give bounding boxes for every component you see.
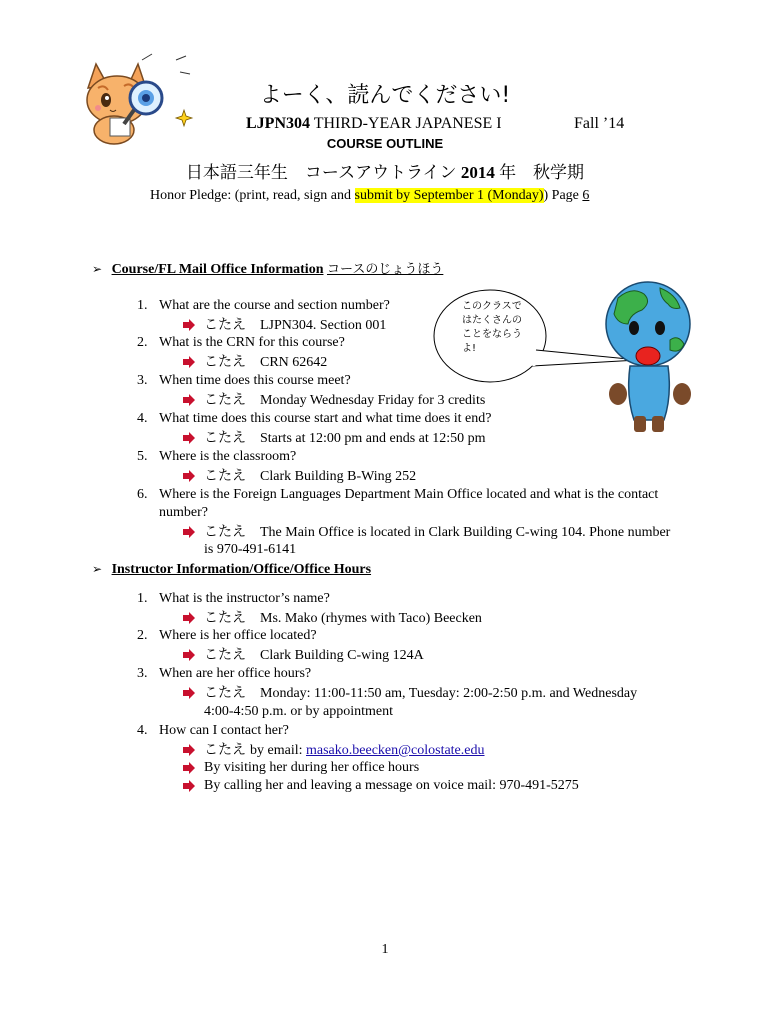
section-heading-instructor-info [92,560,371,579]
speech-line: はたくさんの [462,315,522,326]
question-text: Where is her office located? [159,628,317,643]
answer-text: By calling her and leaving a message on voice mail: 970-491-5275 [204,778,579,793]
course-outline-label: COURSE OUTLINE [326,136,444,151]
page-number: 1 [381,942,389,957]
answer-text: Monday Wednesday Friday for 3 credits [260,393,486,408]
question-number: 3. [137,373,148,388]
red-arrow-icon [182,393,196,407]
answer-text: by email: [250,743,306,758]
question-text-continued: number? [159,505,208,520]
question-number: 1. [137,298,148,313]
question-text: What time does this course start and what time does it end? [159,411,492,426]
answer-text-continued: is 970-491-6141 [204,542,297,557]
course-name: THIRD-YEAR JAPANESE I [313,115,502,132]
red-arrow-icon [182,743,196,757]
outline-jp-text: 日本語三年生 コースアウトライン [185,163,457,183]
answer-prefix: こたえ [204,317,246,333]
speech-bubble-text [462,300,522,356]
answer-text: By visiting her during her office hours [204,760,420,775]
honor-pledge-suffix: ) Page [543,188,583,203]
answer-text: The Main Office is located in Clark Building C-wing 104. Phone number [260,525,671,540]
honor-pledge-deadline: submit by September 1 (Monday) [354,188,544,203]
question-text: Where is the Foreign Languages Department Main Office located and what is the contact [159,487,659,502]
red-arrow-icon [182,686,196,700]
answer-text: Starts at 12:00 pm and ends at 12:50 pm [260,431,486,446]
answer-line [204,684,637,703]
answer-text: LJPN304. Section 001 [260,318,387,333]
red-arrow-icon [182,318,196,332]
red-arrow-icon [182,469,196,483]
answer-text: Ms. Mako (rhymes with Taco) Beecken [260,611,482,626]
answer-line [204,316,386,335]
answer-text: Monday: 11:00-11:50 am, Tuesday: 2:00-2:50 p.m. and Wednesday [260,686,638,701]
question-text: Where is the classroom? [159,449,297,464]
answer-prefix: こたえ [204,610,246,626]
globe-mascot-illustration [590,270,700,440]
answer-line [204,609,482,628]
page-title-jp: よーく、読んでください! [259,83,511,108]
red-arrow-icon [182,779,196,793]
outline-title-jp [0,162,770,184]
course-term: Fall ’14 [574,115,625,132]
question-text: What is the CRN for this course? [159,335,345,350]
answer-line [204,429,486,448]
section-title: Instructor Information/Office/Office Hours [111,562,372,577]
answer-prefix: こたえ [204,430,246,446]
answer-line [204,741,485,760]
question-text: What are the course and section number? [159,298,390,313]
question-number: 6. [137,487,148,502]
answer-prefix: こたえ [204,524,246,540]
question-text: What is the instructor’s name? [159,591,330,606]
question-number: 3. [137,666,148,681]
answer-text: CRN 62642 [260,355,328,370]
question-text: When time does this course meet? [159,373,351,388]
answer-line [204,523,670,542]
section-title-jp: コースのじょうほう [326,262,444,277]
honor-pledge-page: 6 [582,188,590,203]
question-number: 5. [137,449,148,464]
course-title-line [246,114,502,134]
red-arrow-icon [182,761,196,775]
bullet-arrow-icon: ➢ [92,262,103,276]
answer-prefix: こたえ [204,742,246,758]
red-arrow-icon [182,431,196,445]
honor-pledge-prefix: Honor Pledge: (print, read, sign and [150,188,355,203]
honor-pledge [150,187,589,205]
outline-year-suffix: 年 秋学期 [499,163,585,183]
question-text: When are her office hours? [159,666,312,681]
answer-line [204,467,416,486]
red-arrow-icon [182,525,196,539]
question-number: 2. [137,628,148,643]
red-arrow-icon [182,648,196,662]
question-number: 4. [137,411,148,426]
answer-line [204,391,485,410]
course-code: LJPN304 [246,115,310,132]
speech-line: このクラスで [462,301,522,312]
answer-text: Clark Building B-Wing 252 [260,469,417,484]
question-number: 2. [137,335,148,350]
section-title: Course/FL Mail Office Information [111,262,324,277]
speech-line: よ! [462,343,477,354]
answer-prefix: こたえ [204,647,246,663]
question-number: 1. [137,591,148,606]
answer-prefix: こたえ [204,685,246,701]
question-text: How can I contact her? [159,723,289,738]
answer-line [204,646,424,665]
question-number: 4. [137,723,148,738]
answer-text-continued: 4:00-4:50 p.m. or by appointment [204,704,393,719]
red-arrow-icon [182,355,196,369]
answer-prefix: こたえ [204,354,246,370]
answer-line [204,353,327,372]
instructor-email-link[interactable]: masako.beecken@colostate.edu [306,743,485,758]
red-arrow-icon [182,611,196,625]
answer-prefix: こたえ [204,392,246,408]
section-heading-course-info [92,260,443,279]
outline-year: 2014 [460,163,495,182]
answer-text: Clark Building C-wing 124A [260,648,424,663]
speech-line: ことをならう [462,329,522,340]
answer-prefix: こたえ [204,468,246,484]
bullet-arrow-icon: ➢ [92,562,103,576]
